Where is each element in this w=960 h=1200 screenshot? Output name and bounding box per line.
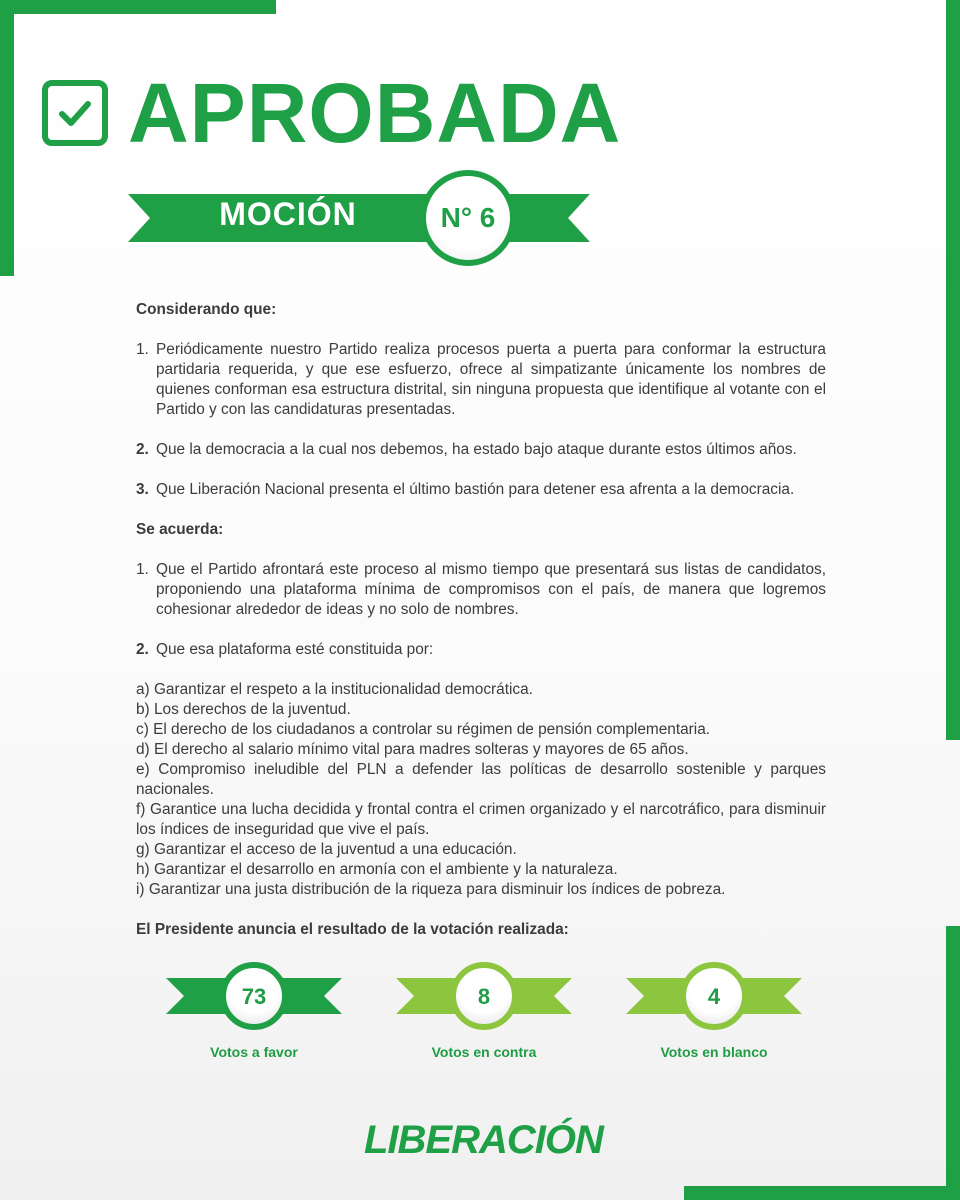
vote-favor-count: 73 [241,984,267,1009]
considering-item-3-num: 3. [136,481,149,498]
page-title: APROBADA [128,66,622,160]
frame-top-left-horizontal [0,0,276,14]
platform-item-g: g) Garantizar el acceso de la juventud a una educación. [136,841,517,858]
frame-bottom-right-horizontal [684,1186,960,1200]
platform-item-i: i) Garantizar una justa distribución de la riqueza para disminuir los índices de pobreza. [136,881,726,898]
platform-item-b: b) Los derechos de la juventud. [136,701,351,718]
vote-favor-label: Votos a favor [210,1044,298,1060]
motion-banner [128,168,598,268]
considering-item-1 [136,340,826,420]
frame-top-left-vertical [0,0,14,276]
vote-blank-badge [680,962,748,1030]
vote-against-badge [450,962,518,1030]
considering-item-2-text: Que la democracia a la cual nos debemos, ha estado bajo ataque durante estos últimos años. [156,441,797,458]
agreed-item-1-text: Que el Partido afrontará este proceso al mismo tiempo que presentará sus listas de candidatos, proponiendo una plataforma mínima de compromisos con el país, de manera que logremos cohesionar alrededor de ideas y no solo de nombres. [156,561,826,618]
considering-item-2 [136,440,826,460]
vote-blank [624,962,804,1072]
frame-bottom-right-vertical [946,926,960,1200]
frame-top-right-vertical [946,0,960,740]
vote-blank-label: Votos en blanco [660,1044,768,1060]
agreed-item-2-text: Que esa plataforma esté constituida por: [156,641,434,658]
platform-item-c: c) El derecho de los ciudadanos a controlar su régimen de pensión complementaria. [136,721,711,738]
vote-favor-badge [220,962,288,1030]
platform-item-f: f) Garantice una lucha decidida y frontal contra el crimen organizado y el narcotráfico, para disminuir los índices de inseguridad que vive el país. [136,801,826,838]
platform-item-a: a) Garantizar el respeto a la institucionalidad democrática. [136,681,533,698]
considering-heading: Considerando que: [136,301,277,318]
considering-item-1-text: Periódicamente nuestro Partido realiza procesos puerta a puerta para conformar la estructura partidaria requerida, y que ese esfuerzo, ofrece al simpatizante únicamente los nombres de quienes conforman esa estructura distrital, sin ninguna propuesta que identifique al votante con el Partido y con las candidaturas presentadas. [156,341,826,418]
vote-blank-count: 4 [707,984,721,1009]
motion-label: MOCIÓN [219,196,357,232]
agreed-item-2-num: 2. [136,641,149,658]
agreed-item-2 [136,640,826,660]
vote-against [394,962,574,1072]
motion-number-badge [420,170,516,266]
considering-item-2-num: 2. [136,441,149,458]
checkbox-icon [42,80,108,146]
considering-item-3-text: Que Liberación Nacional presenta el último bastión para detener esa afrenta a la democracia. [156,481,795,498]
vote-favor [164,962,344,1072]
agreed-heading: Se acuerda: [136,521,224,538]
platform-item-h: h) Garantizar el desarrollo en armonía con el ambiente y la naturaleza. [136,861,618,878]
vote-against-count: 8 [477,984,491,1009]
motion-number: N° 6 [440,202,496,233]
platform-item-e: e) Compromiso ineludible del PLN a defender las políticas de desarrollo sostenible y parques nacionales. [136,761,826,798]
considering-item-1-num: 1. [136,341,149,358]
result-heading: El Presidente anuncia el resultado de la votación realizada: [136,921,569,938]
agreed-item-1-num: 1. [136,561,149,578]
considering-item-3 [136,480,826,500]
agreed-item-1 [136,560,826,620]
platform-item-d: d) El derecho al salario mínimo vital para madres solteras y mayores de 65 años. [136,741,689,758]
vote-against-label: Votos en contra [431,1044,537,1060]
brand-logo: LIBERACIÓN [364,1118,603,1162]
motion-body [136,300,826,940]
header [42,66,742,160]
